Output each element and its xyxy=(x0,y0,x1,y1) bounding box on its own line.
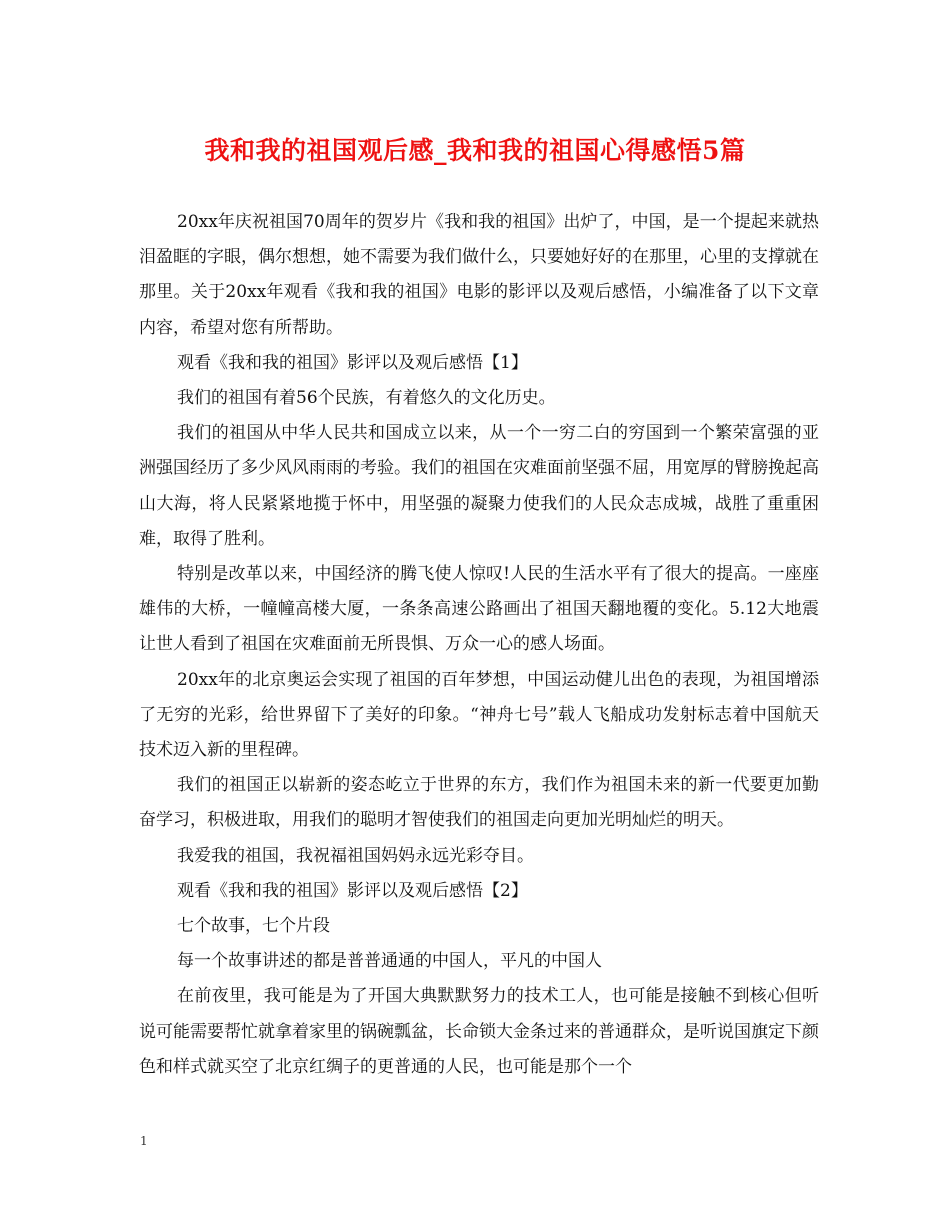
intro-paragraph: 20xx年庆祝祖国70周年的贺岁片《我和我的祖国》出炉了，中国，是一个提起来就热泪盈眶的字眼，偶尔想想，她不需要为我们做什么，只要她好好的在那里，心里的支撑就在那里。关于20xx年观看《我和我的祖国》电影的影评以及观后感悟，小编准备了以下文章内容，希望对您有所帮助。 xyxy=(139,212,819,338)
body-paragraph: 我们的祖国正以崭新的姿态屹立于世界的东方，我们作为祖国未来的新一代要更加勤奋学习，积极进取，用我们的聪明才智使我们的祖国走向更加光明灿烂的明天。 xyxy=(139,775,819,831)
body-paragraph: 20xx年的北京奥运会实现了祖国的百年梦想，中国运动健儿出色的表现，为祖国增添了无穷的光彩，给世界留下了美好的印象。“神舟七号”载人飞船成功发射标志着中国航天技术迈入新的里程碑。 xyxy=(139,669,819,761)
page-number: 1 xyxy=(140,1134,148,1148)
body-paragraph: 我们的祖国从中华人民共和国成立以来，从一个一穷二白的穷国到一个繁荣富强的亚洲强国经历了多少风风雨雨的考验。我们的祖国在灾难面前坚强不屈，用宽厚的臂膀挽起高山大海，将人民紧紧地揽于怀中，用坚强的凝聚力使我们的人民众志成城，战胜了重重困难，取得了胜利。 xyxy=(139,423,819,549)
document-body xyxy=(139,205,819,1085)
section-heading-2: 观看《我和我的祖国》影评以及观后感悟【2】 xyxy=(177,880,528,901)
body-paragraph: 我爱我的祖国，我祝福祖国妈妈永远光彩夺目。 xyxy=(177,845,534,866)
body-paragraph: 在前夜里，我可能是为了开国大典默默努力的技术工人，也可能是接触不到核心但听说可能需要帮忙就拿着家里的锅碗瓢盆，长命锁大金条过来的普通群众，是听说国旗定下颜色和样式就买空了北京红绸子的更普通的人民，也可能是那个一个 xyxy=(139,986,819,1077)
body-paragraph: 特别是改革以来，中国经济的腾飞使人惊叹!人民的生活水平有了很大的提高。一座座雄伟的大桥，一幢幢高楼大厦，一条条高速公路画出了祖国天翻地覆的变化。5.12大地震让世人看到了祖国在灾难面前无所畏惧、万众一心的感人场面。 xyxy=(139,564,819,655)
document-title: 我和我的祖国观后感_我和我的祖国心得感悟5篇 xyxy=(204,136,746,165)
body-paragraph: 我们的祖国有着56个民族，有着悠久的文化历史。 xyxy=(177,388,556,409)
section-heading-1: 观看《我和我的祖国》影评以及观后感悟【1】 xyxy=(177,352,528,373)
body-paragraph: 七个故事，七个片段 xyxy=(177,916,330,937)
body-paragraph: 每一个故事讲述的都是普普通通的中国人，平凡的中国人 xyxy=(177,951,602,972)
